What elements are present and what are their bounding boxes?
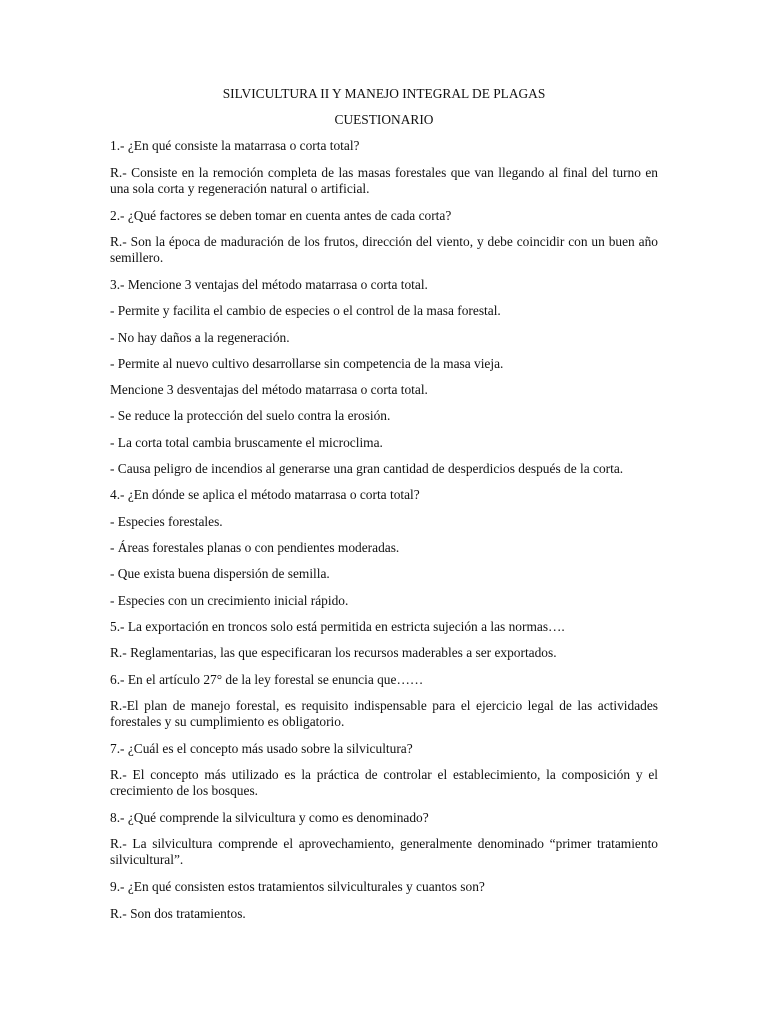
question-1: 1.- ¿En qué consiste la matarrasa o corta total?	[110, 138, 360, 153]
question-3: 3.- Mencione 3 ventajas del método matarrasa o corta total.	[110, 277, 428, 292]
advantage-item: - Permite y facilita el cambio de especies o el control de la masa forestal.	[110, 303, 501, 318]
answer-7: R.- El concepto más utilizado es la práctica de controlar el establecimiento, la composición y el crecimiento de los bosques.	[110, 767, 658, 798]
list-item: - Especies con un crecimiento inicial rápido.	[110, 593, 349, 608]
question-5: 5.- La exportación en troncos solo está permitida en estricta sujeción a las normas….	[110, 619, 565, 634]
answer-9: R.- Son dos tratamientos.	[110, 906, 246, 921]
answer-6: R.-El plan de manejo forestal, es requisito indispensable para el ejercicio legal de las actividades forestales y su cumplimiento es obligatorio.	[110, 698, 658, 729]
answer-1: R.- Consiste en la remoción completa de las masas forestales que van llegando al final del turno en una sola corta y regeneración natural o artificial.	[110, 165, 658, 196]
question-9: 9.- ¿En qué consisten estos tratamientos silviculturales y cuantos son?	[110, 879, 485, 894]
disadvantages-heading: Mencione 3 desventajas del método matarrasa o corta total.	[110, 382, 428, 397]
advantage-item: - Permite al nuevo cultivo desarrollarse sin competencia de la masa vieja.	[110, 356, 504, 371]
question-8: 8.- ¿Qué comprende la silvicultura y como es denominado?	[110, 810, 429, 825]
disadvantage-item: - La corta total cambia bruscamente el microclima.	[110, 435, 383, 450]
question-6: 6.- En el artículo 27° de la ley forestal se enuncia que……	[110, 672, 424, 687]
document-title: SILVICULTURA II Y MANEJO INTEGRAL DE PLAGAS	[222, 86, 546, 101]
answer-5: R.- Reglamentarias, las que especificaran los recursos maderables a ser exportados.	[110, 645, 557, 660]
disadvantage-item: - Se reduce la protección del suelo contra la erosión.	[110, 408, 391, 423]
advantage-item: - No hay daños a la regeneración.	[110, 330, 290, 345]
disadvantage-item: - Causa peligro de incendios al generarse una gran cantidad de desperdicios después de la corta.	[110, 461, 624, 476]
list-item: - Que exista buena dispersión de semilla.	[110, 566, 330, 581]
list-item: - Áreas forestales planas o con pendientes moderadas.	[110, 540, 400, 555]
answer-2: R.- Son la época de maduración de los frutos, dirección del viento, y debe coincidir con un buen año semillero.	[110, 234, 658, 265]
question-2: 2.- ¿Qué factores se deben tomar en cuenta antes de cada corta?	[110, 208, 452, 223]
answer-8: R.- La silvicultura comprende el aprovechamiento, generalmente denominado “primer tratamiento silvicultural”.	[110, 836, 658, 867]
question-7: 7.- ¿Cuál es el concepto más usado sobre la silvicultura?	[110, 741, 413, 756]
question-4: 4.- ¿En dónde se aplica el método matarrasa o corta total?	[110, 487, 420, 502]
list-item: - Especies forestales.	[110, 514, 223, 529]
document-subtitle: CUESTIONARIO	[334, 112, 434, 127]
